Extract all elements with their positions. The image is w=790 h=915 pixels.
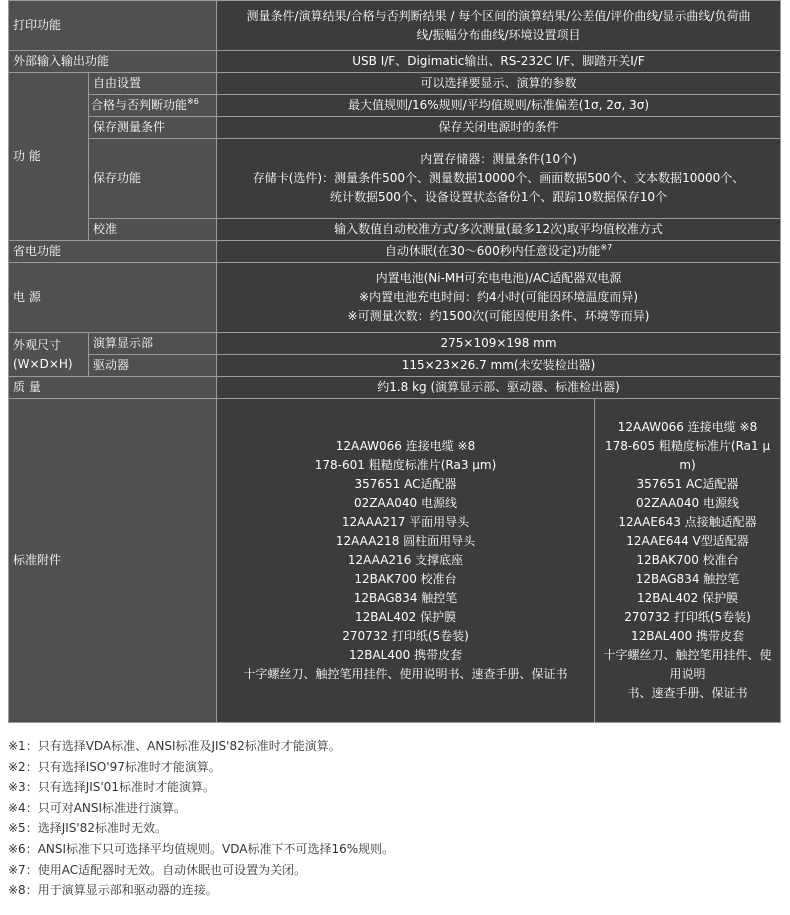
dims-label-line: (W×D×H)	[13, 356, 73, 371]
power-save-value	[217, 241, 781, 263]
row-accessories	[9, 399, 781, 723]
row-dims-display	[9, 333, 781, 355]
footnote: ※1：只有选择VDA标准、ANSI标准及JIS'82标准时才能演算。	[8, 739, 341, 753]
accessory-item: 书、速查手册、保证书	[627, 686, 748, 700]
accessory-item: 十字螺丝刀、触控笔用挂件、使用说明书、速查手册、保证书	[243, 667, 568, 681]
save-function-line: 统计数据500个、设备设置状态备份1个、跟踪10数据保存10个	[329, 190, 668, 204]
mass-label: 质 量	[9, 377, 217, 399]
power-label: 电 源	[9, 263, 217, 333]
print-value-line: 测量条件/演算结果/合格与否判断结果 / 每个区间的演算结果/公差值/评价曲线/显示曲线/负荷曲	[246, 8, 751, 23]
free-setting-value: 可以选择要显示、演算的参数	[217, 73, 781, 95]
row-dims-driver	[9, 355, 781, 377]
free-setting-label: 自由设置	[89, 73, 217, 95]
accessory-item: 12BAG834 触控笔	[353, 591, 458, 605]
print-value	[217, 1, 781, 51]
footnote: ※8：用于演算显示部和驱动器的连接。	[8, 883, 218, 898]
save-function-value	[217, 139, 781, 219]
dims-display-value: 275×109×198 mm	[217, 333, 781, 355]
footnotes	[8, 736, 780, 901]
accessory-item: 12AAW066 连接电缆 ※8	[617, 420, 758, 434]
judge-note-mark: ※6	[187, 97, 199, 106]
calibration-value: 输入数值自动校准方式/多次测量(最多12次)取平均值校准方式	[217, 219, 781, 241]
power-save-label: 省电功能	[9, 241, 217, 263]
dims-driver-value: 115×23×26.7 mm(未安装检出器)	[217, 355, 781, 377]
power-save-text: 自动休眠(在30～600秒内任意设定)功能	[384, 244, 601, 258]
print-value-line: 线/振幅分布曲线/环境设置项目	[416, 27, 581, 42]
footnote: ※5：选择JIS'82标准时无效。	[8, 821, 167, 836]
accessory-item: 12AAA217 平面用导头	[341, 515, 470, 529]
accessory-item: 12AAA218 圆柱面用导头	[335, 534, 476, 548]
io-label: 外部输入输出功能	[9, 51, 217, 73]
print-label: 打印功能	[9, 1, 217, 51]
function-label: 功 能	[9, 73, 89, 241]
accessory-item: 270732 打印纸(5卷装)	[624, 610, 751, 624]
accessory-item: 12BAL400 携带皮套	[348, 648, 463, 662]
accessory-item: 用说明	[669, 667, 706, 681]
accessory-item: 357651 AC适配器	[636, 477, 739, 491]
accessory-item: 12AAW066 连接电缆 ※8	[335, 439, 476, 453]
row-power-save	[9, 241, 781, 263]
footnote: ※4：只可对ANSI标准进行演算。	[8, 800, 187, 815]
accessories-right	[595, 399, 781, 723]
accessories-label: 标准附件	[9, 399, 217, 723]
accessory-item: 十字螺丝刀、触控笔用挂件、使	[603, 648, 772, 662]
dims-driver-label: 驱动器	[89, 355, 217, 377]
accessory-item: 357651 AC适配器	[354, 477, 457, 491]
accessory-item: 178-601 粗糙度标准片(Ra3 μm)	[314, 458, 497, 472]
mass-value: 约1.8 kg (演算显示部、驱动器、标准检出器)	[217, 377, 781, 399]
footnote: ※2：只有选择ISO'97标准时才能演算。	[8, 759, 221, 774]
row-free-setting	[9, 73, 781, 95]
accessory-item: 12BAK700 校准台	[636, 553, 739, 567]
accessory-item: m)	[679, 458, 696, 472]
dims-label	[9, 333, 89, 377]
save-function-label: 保存功能	[89, 139, 217, 219]
power-value	[217, 263, 781, 333]
save-function-line: 存储卡(选件)：测量条件500个、测量数据10000个、画面数据500个、文本数据10000个、	[252, 171, 745, 185]
judge-value: 最大值规则/16%规则/平均值规则/标准偏差(1σ, 2σ, 3σ)	[217, 95, 781, 117]
row-save-condition	[9, 117, 781, 139]
save-condition-value: 保存关闭电源时的条件	[217, 117, 781, 139]
footnote: ※7：使用AC适配器时无效。自动休眠也可设置为关闭。	[8, 862, 307, 877]
power-line: 内置电池(Ni-MH可充电电池)/AC适配器双电源	[375, 271, 622, 285]
row-judge	[9, 95, 781, 117]
spec-table	[8, 0, 781, 723]
accessory-item: 12BAL402 保护膜	[636, 591, 739, 605]
power-line: ※内置电池充电时间：约4小时(可能因环境温度而异)	[358, 290, 639, 304]
accessory-item: 12BAG834 触控笔	[635, 572, 740, 586]
accessory-item: 12AAE644 V型适配器	[626, 534, 749, 548]
save-function-line: 内置存储器：测量条件(10个)	[420, 152, 577, 166]
calibration-label: 校准	[89, 219, 217, 241]
io-value: USB I/F、Digimatic输出、RS-232C I/F、脚踏开关I/F	[217, 51, 781, 73]
accessories-left	[217, 399, 595, 723]
accessory-item: 12AAE643 点接触适配器	[618, 515, 757, 529]
accessory-item: 270732 打印纸(5卷装)	[342, 629, 469, 643]
row-io	[9, 51, 781, 73]
footnote: ※6：ANSI标准下只可选择平均值规则。VDA标准下不可选择16%规则。	[8, 841, 395, 856]
judge-label-text: 合格与否判断功能	[91, 98, 188, 112]
dims-display-label: 演算显示部	[89, 333, 217, 355]
dims-label-line: 外观尺寸	[13, 337, 62, 352]
power-save-note-mark: ※7	[600, 243, 613, 252]
accessory-item: 12BAL400 携带皮套	[630, 629, 745, 643]
row-save-function	[9, 139, 781, 219]
judge-label	[89, 95, 217, 117]
row-mass	[9, 377, 781, 399]
row-print	[9, 1, 781, 51]
accessory-item: 02ZAA040 电源线	[354, 496, 457, 510]
accessory-item: 12BAL402 保护膜	[354, 610, 457, 624]
footnote: ※3：只有选择JIS'01标准时才能演算。	[8, 780, 215, 795]
row-calibration	[9, 219, 781, 241]
power-line: ※可测量次数：约1500次(可能因使用条件、环境等而异)	[347, 309, 650, 323]
accessory-item: 12BAK700 校准台	[354, 572, 457, 586]
row-power	[9, 263, 781, 333]
accessory-item: 178-605 粗糙度标准片(Ra1 μ	[604, 439, 771, 453]
accessory-item: 02ZAA040 电源线	[636, 496, 739, 510]
accessory-item: 12AAA216 支撑底座	[347, 553, 464, 567]
save-condition-label: 保存测量条件	[89, 117, 217, 139]
